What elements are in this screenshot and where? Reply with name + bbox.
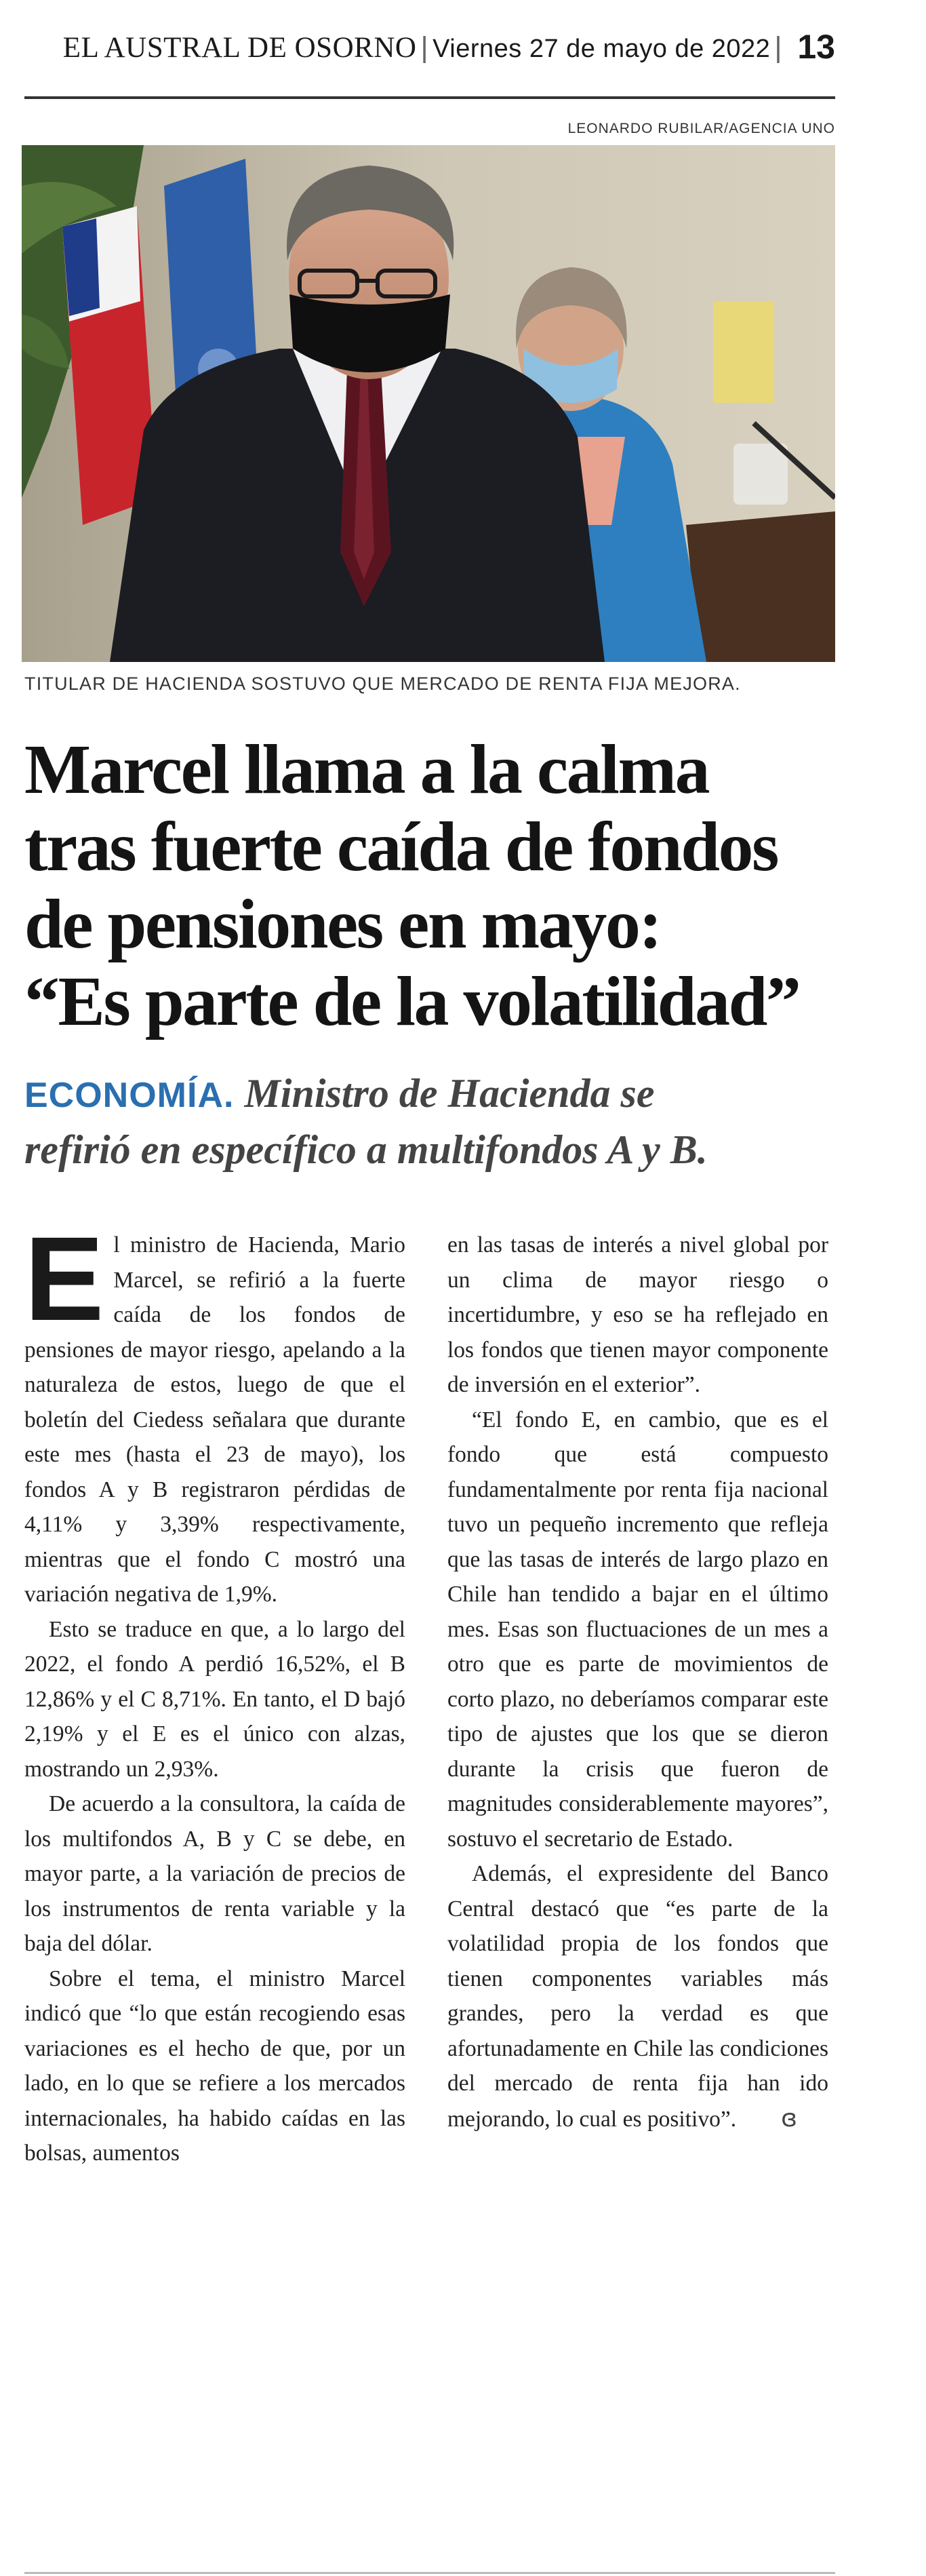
headline-line: “Es parte de la volatilidad” (24, 962, 800, 1040)
drop-cap: E (24, 1213, 104, 1346)
header-rule (24, 96, 835, 99)
article-paragraph: en las tasas de interés a nivel global por un clima de mayor riesgo o incertidumbre, y eso se ha reflejado en los fondos que tienen mayor componente de inversión en el exterior”. (447, 1232, 828, 1397)
publication-date: Viernes 27 de mayo de 2022 (432, 35, 771, 63)
page-number: 13 (797, 28, 835, 66)
article-column-left (24, 1213, 405, 2171)
footer-rule (24, 2572, 835, 2574)
headline-line: de pensiones en mayo: (24, 885, 661, 963)
article-paragraph (447, 1856, 828, 2136)
paragraph-text: Además, el expresidente del Banco Central destacó que “es parte de la volatilidad propia de los fondos que tienen componentes variables más grandes, pero la verdad es que afortunadamente en Chile las condiciones del mercado de renta fija han ido mejorando, lo cual es positivo”. (447, 1861, 828, 2132)
article-column-right (447, 1228, 828, 2136)
headline (24, 731, 838, 1040)
article-paragraph (24, 1213, 405, 1612)
deck (24, 1066, 838, 1177)
section-kicker: ECONOMÍA. (24, 1076, 235, 1115)
article-paragraph: De acuerdo a la consultora, la caída de los multifondos A, B y C se debe, en mayor parte, a la variación de precios de los instrumentos de renta variable y la baja del dólar. (24, 1791, 405, 1956)
deck-text: Ministro de Hacienda se (244, 1071, 655, 1116)
headline-line: Marcel llama a la calma (24, 730, 709, 808)
deck-line (24, 1066, 838, 1123)
photo-credit: LEONARDO RUBILAR/AGENCIA UNO (567, 121, 835, 136)
publication-line (63, 31, 786, 64)
publication-name: EL AUSTRAL DE OSORNO (62, 32, 417, 64)
header-separator: | (420, 31, 429, 64)
photo-illustration (22, 145, 835, 662)
deck-line: refirió en específico a multifondos A y B. (24, 1127, 708, 1172)
article-paragraph: “El fondo E, en cambio, que es el fondo que está compuesto fundamentalmente por renta fija nacional tuvo un pequeño incremento que refleja que las tasas de interés de largo plazo en Chile han tendido a bajar en el último mes. Esas son fluctuaciones de un mes a otro que es parte de movimientos de corto plazo, no deberíamos comparar este tipo de ajustes que los que se dieron durante la crisis que fueron de magnitudes considerablemente mayores”, sostuvo el secretario de Estado. (447, 1407, 828, 1852)
article-paragraph: Esto se traduce en que, a lo largo del 2022, el fondo A perdió 16,52%, el B 12,86% y el C 8,71%. En tanto, el D bajó 2,19% y el E es el único con alzas, mostrando un 2,93%. (24, 1616, 405, 1782)
news-photo (22, 145, 835, 662)
photo-caption: TITULAR DE HACIENDA SOSTUVO QUE MERCADO DE RENTA FIJA MEJORA. (24, 674, 741, 694)
article-paragraph: Sobre el tema, el ministro Marcel indicó que “lo que están recogiendo esas variaciones es el hecho de que, por un lado, en lo que se refiere a los mercados internacionales, ha habido caídas en las bolsas, aumentos (24, 1966, 405, 2166)
headline-line: tras fuerte caída de fondos (24, 808, 778, 886)
paragraph-text: l ministro de Hacienda, Mario Marcel, se refirió a la fuerte caída de los fondos de pensiones de mayor riesgo, apelando a la naturaleza de estos, luego de que el boletín del Ciedess señalara que durante este mes (hasta el 23 de mayo), los fondos A y B registraron pérdidas de 4,11% y 3,39% respectivamente, mientras que el fondo C mostró una variación negativa de 1,9%. (24, 1232, 405, 1607)
page-header (24, 26, 835, 80)
end-mark-icon: ɞ (781, 2104, 798, 2132)
header-separator: | (774, 31, 782, 64)
